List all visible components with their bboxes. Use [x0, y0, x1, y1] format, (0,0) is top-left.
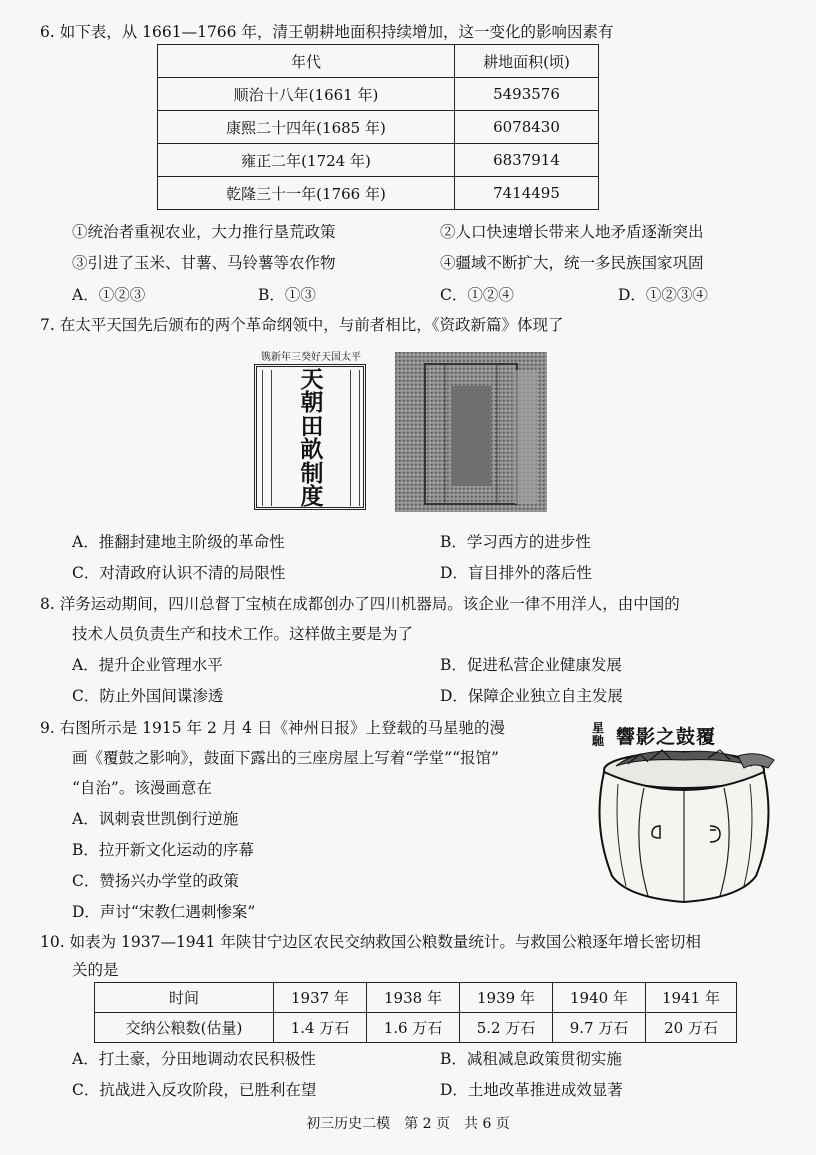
- table-row: [158, 177, 599, 210]
- q10-option-d: D．土地改革推进成效显著: [440, 1081, 623, 1099]
- q6-factor-4: ④疆域不断扩大，统一多民族国家巩固: [440, 254, 704, 272]
- drum-icon: [588, 746, 784, 908]
- q7-option-c: C．对清政府认识不清的局限性: [72, 564, 286, 582]
- table-header-row: [95, 983, 737, 1013]
- table-cell: 1.4 万石: [274, 1013, 367, 1043]
- table-row: [158, 78, 599, 111]
- q9-stem-line3: “自治”。该漫画意在: [72, 779, 212, 797]
- q8-option-a: A．提升企业管理水平: [72, 656, 223, 674]
- cover-title: 天 朝 田 畝 制 度: [300, 366, 324, 510]
- cartoon-title: 響影之鼓覆: [616, 726, 717, 748]
- q7-option-a: A．推翻封建地主阶级的革命性: [72, 533, 285, 551]
- table-cell: 乾隆三十一年(1766 年): [158, 177, 455, 210]
- page-footer: 初三历史二模 第 2 页 共 6 页: [306, 1116, 510, 1132]
- q8-stem-line1: 8. 洋务运动期间，四川总督丁宝桢在成都创办了四川机器局。该企业一律不用洋人，由中国的: [40, 595, 680, 613]
- q9-stem-line2: 画《覆鼓之影响》，鼓面下露出的三座房屋上写着“学堂”“报馆”: [72, 749, 499, 767]
- q10-option-a: A．打土豪，分田地调动农民积极性: [72, 1050, 316, 1068]
- table-cell: 7414495: [455, 177, 599, 210]
- table-cell: 雍正二年(1724 年): [158, 144, 455, 177]
- table-row: [95, 1013, 737, 1043]
- q7-stem: 7. 在太平天国先后颁布的两个革命纲领中，与前者相比，《资政新篇》体现了: [40, 316, 564, 334]
- q8-stem-line2: 技术人员负责生产和技术工作。这样做主要是为了: [72, 625, 414, 643]
- q7-option-b: B．学习西方的进步性: [440, 533, 591, 551]
- table-cell: 康熙二十四年(1685 年): [158, 111, 455, 144]
- q8-option-c: C．防止外国间谍渗透: [72, 687, 224, 705]
- table-cell: 6837914: [455, 144, 599, 177]
- q6-stem: 6. 如下表，从 1661—1766 年，清王朝耕地面积持续增加，这一变化的影响因素有: [40, 23, 614, 41]
- table-header-cell: 1940 年: [553, 983, 646, 1013]
- overturned-drum-cartoon: [588, 718, 784, 908]
- q6-factor-3: ③引进了玉米、甘薯、马铃薯等农作物: [72, 254, 336, 272]
- tianchao-tianmu-zhidu-cover: [248, 348, 374, 513]
- table-header-cell: 1937 年: [274, 983, 367, 1013]
- table-cell: 6078430: [455, 111, 599, 144]
- table-header-cell: 时间: [95, 983, 274, 1013]
- q8-option-b: B．促进私营企业健康发展: [440, 656, 622, 674]
- q10-stem-line2: 关的是: [72, 961, 119, 979]
- q6-factor-2: ②人口快速增长带来人地矛盾逐渐突出: [440, 223, 704, 241]
- table-header-row: [158, 45, 599, 78]
- q9-option-c: C．赞扬兴办学堂的政策: [72, 872, 239, 890]
- q8-option-d: D．保障企业独立自主发展: [440, 687, 623, 705]
- table-header-cell: 年代: [158, 45, 455, 78]
- table-header-cell: 1941 年: [646, 983, 737, 1013]
- table-row: [158, 144, 599, 177]
- table-cell: 顺治十八年(1661 年): [158, 78, 455, 111]
- table-cell: 9.7 万石: [553, 1013, 646, 1043]
- table-cell: 20 万石: [646, 1013, 737, 1043]
- cover-top-text: 镌新年三癸好天国太平: [261, 352, 361, 363]
- q10-stem-line1: 10. 如表为 1937—1941 年陕甘宁边区农民交纳救国公粮数量统计。与救国公粮逐年增长密切相: [40, 933, 701, 951]
- q6-factor-1: ①统治者重视农业，大力推行垦荒政策: [72, 223, 336, 241]
- table-row: [158, 111, 599, 144]
- table-cell: 5493576: [455, 78, 599, 111]
- q9-stem-line1: 9. 右图所示是 1915 年 2 月 4 日《神州日报》上登载的马星驰的漫: [40, 719, 505, 737]
- q6-option-b: B．①③: [258, 286, 316, 304]
- q10-option-c: C．抗战进入反攻阶段，已胜利在望: [72, 1081, 317, 1099]
- q9-option-b: B．拉开新文化运动的序幕: [72, 841, 254, 859]
- q9-option-d: D．声讨“宋教仁遇刺惨案”: [72, 903, 256, 921]
- q10-table: [94, 982, 737, 1043]
- table-cell: 1.6 万石: [367, 1013, 460, 1043]
- table-cell: 交纳公粮数(估量): [95, 1013, 274, 1043]
- q6-option-c: C．①②④: [440, 286, 514, 304]
- table-cell: 5.2 万石: [460, 1013, 553, 1043]
- cartoon-signature: 星馳: [592, 721, 605, 748]
- table-header-cell: 1939 年: [460, 983, 553, 1013]
- table-header-cell: 1938 年: [367, 983, 460, 1013]
- q9-option-a: A．讽刺袁世凯倒行逆施: [72, 810, 239, 828]
- q6-option-d: D．①②③④: [618, 286, 708, 304]
- q6-table: [157, 44, 599, 210]
- zizheng-xinpian-cover: [395, 352, 547, 512]
- table-header-cell: 耕地面积(顷): [455, 45, 599, 78]
- q6-option-a: A．①②③: [72, 286, 146, 304]
- q7-option-d: D．盲目排外的落后性: [440, 564, 592, 582]
- q10-option-b: B．减租减息政策贯彻实施: [440, 1050, 622, 1068]
